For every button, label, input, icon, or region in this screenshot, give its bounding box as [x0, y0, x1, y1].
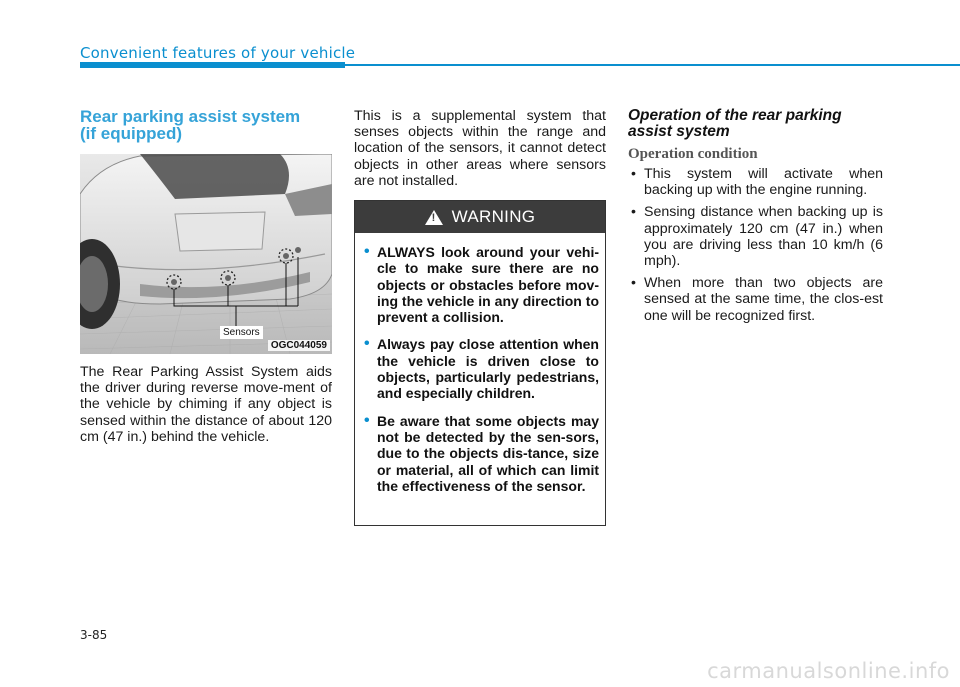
- condition-item: [628, 166, 883, 198]
- rear-bumper-figure: [80, 154, 332, 354]
- bullet-icon: •: [631, 204, 636, 221]
- bullet-icon: •: [364, 411, 370, 429]
- condition-item: [628, 275, 883, 324]
- section-title: [80, 108, 332, 142]
- bullet-icon: •: [631, 166, 636, 182]
- condition-item-text: When more than two objects are sensed at the same time, the clos-est one will be recognized first.: [644, 275, 883, 324]
- condition-item-text: This system will activate when backing up with the engine running.: [644, 166, 883, 199]
- warning-item: [364, 243, 599, 326]
- warning-heading: WARNING: [451, 207, 536, 226]
- warning-item-text: Always pay close attention when the vehicle is driven close to objects, particularly pedestrians, and especially children.: [377, 336, 599, 402]
- warning-box: [354, 200, 606, 526]
- sensors-label: Sensors: [220, 326, 263, 339]
- warning-item-text: ALWAYS look around your vehi-cle to make sure there are no objects or obstacles before mov-ing the vehicle in any direction to prevent a collision.: [377, 244, 599, 326]
- condition-item: [628, 204, 883, 269]
- warning-triangle-icon: !: [425, 210, 443, 225]
- header-rule-thin: [345, 64, 960, 66]
- car-rear-illustration: [80, 154, 332, 354]
- warning-header: [355, 201, 605, 233]
- warning-list: [355, 233, 605, 494]
- operation-subtitle: [628, 108, 883, 140]
- section-title-line2: (if equipped): [80, 124, 182, 143]
- operation-condition-heading: Operation condition: [628, 146, 758, 162]
- operation-subtitle-line1: Operation of the rear parking: [628, 107, 842, 124]
- figure-code: OGC044059: [268, 340, 330, 351]
- warning-item-text: Be aware that some objects may not be detected by the sen-sors, due to the objects dis-tance, size or material, all of which can limit the effectiveness of the sensor.: [377, 412, 599, 494]
- header-section-title: Convenient features of your vehicle: [80, 44, 356, 62]
- warning-item: [364, 411, 599, 494]
- supplemental-paragraph: This is a supplemental system that senses objects within the range and location of the sensors, it cannot detect objects in other areas where sensors are not installed.: [354, 108, 606, 189]
- page-number: 3-85: [80, 628, 108, 642]
- intro-paragraph: The Rear Parking Assist System aids the driver during reverse move-ment of the vehicle by chiming if any object is sensed within the distance of about 120 cm (47 in.) behind the vehicle.: [80, 364, 332, 445]
- bullet-icon: •: [364, 335, 370, 353]
- bullet-icon: •: [364, 243, 370, 260]
- operation-subtitle-line2: assist system: [628, 123, 730, 140]
- header-rule-thick: [80, 62, 345, 68]
- bullet-icon: •: [631, 275, 636, 292]
- watermark: carmanualsonline.info: [707, 659, 950, 683]
- warning-item: [364, 335, 599, 402]
- section-title-line1: Rear parking assist system: [80, 107, 301, 126]
- operation-condition-list: [628, 166, 883, 330]
- condition-item-text: Sensing distance when backing up is approximately 120 cm (47 in.) when you are driving less than 10 km/h (6 mph).: [644, 204, 883, 270]
